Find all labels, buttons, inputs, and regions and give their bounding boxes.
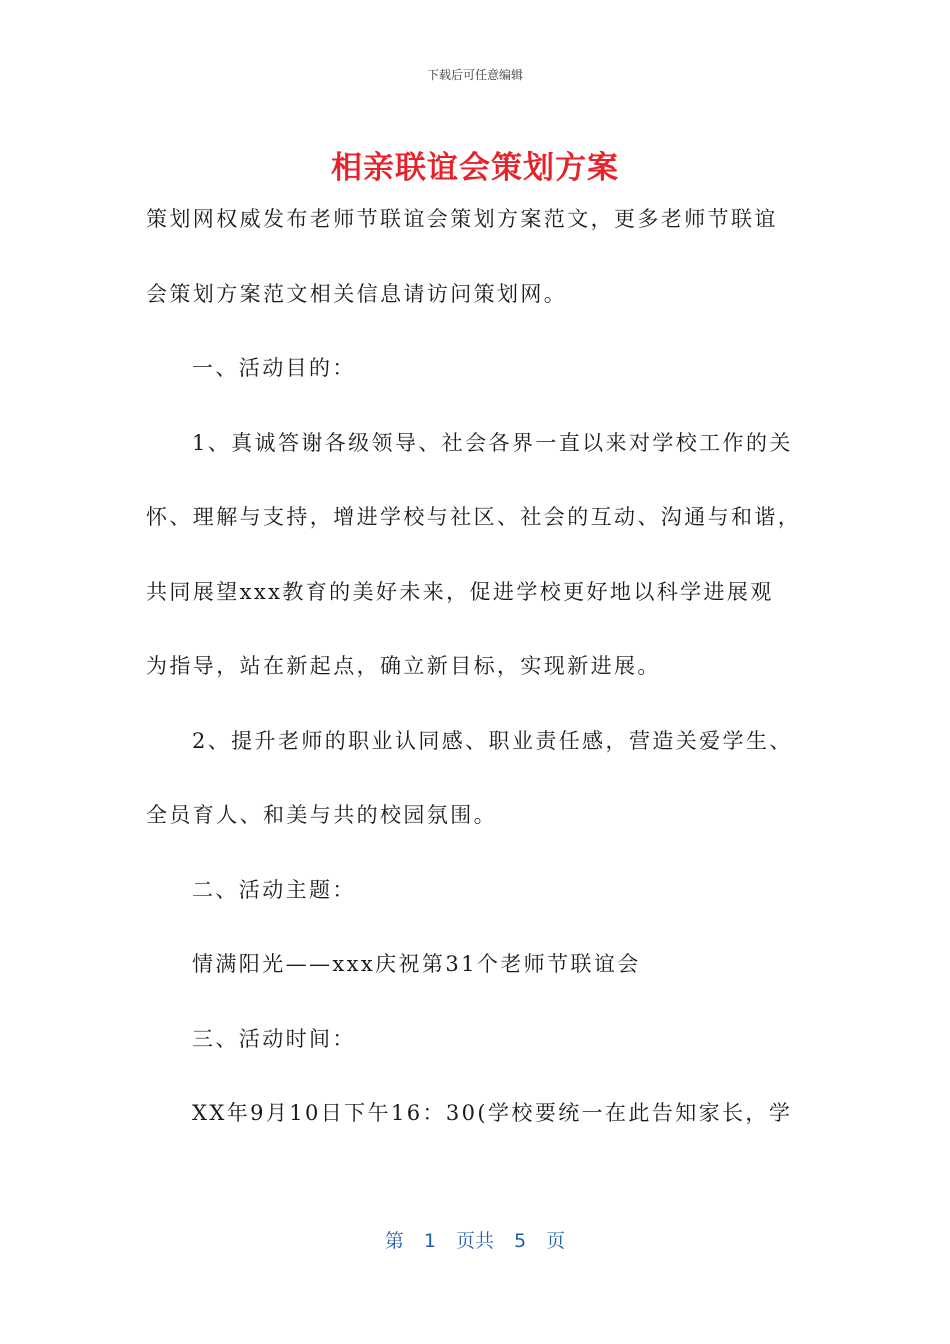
header-note: 下载后可任意编辑 [426, 68, 523, 82]
section-heading: 三、活动时间： [192, 1026, 356, 1051]
paragraph-line: 为指导，站在新起点，确立新目标，实现新进展。 [146, 654, 661, 678]
paragraph-line: 怀、理解与支持，增进学校与社区、社会的互动、沟通与和谐， [146, 505, 802, 529]
paragraph-line: 会策划方案范文相关信息请访问策划网。 [146, 281, 568, 306]
paragraph-line: 共同展望xxx教育的美好未来，促进学校更好地以科学进展观 [146, 579, 774, 604]
paragraph-line: 全员育人、和美与共的校园氛围。 [146, 803, 497, 827]
paragraph-line: 策划网权威发布老师节联谊会策划方案范文，更多老师节联谊 [146, 207, 778, 231]
document-title: 相亲联谊会策划方案 [331, 150, 619, 186]
paragraph-line: 情满阳光——xxx庆祝第31个老师节联谊会 [192, 952, 641, 976]
page-footer: 第 1 页共 5 页 [384, 1230, 566, 1252]
paragraph-line: 2、提升老师的职业认同感、职业责任感，营造关爱学生、 [192, 728, 793, 753]
section-heading: 一、活动目的： [192, 356, 356, 380]
paragraph-line: XX年9月10日下午16：30(学校要统一在此告知家长，学 [192, 1101, 793, 1125]
document-body [146, 186, 806, 1155]
paragraph-line: 1、真诚答谢各级领导、社会各界一直以来对学校工作的关 [192, 430, 793, 455]
section-heading: 二、活动主题： [192, 877, 356, 902]
